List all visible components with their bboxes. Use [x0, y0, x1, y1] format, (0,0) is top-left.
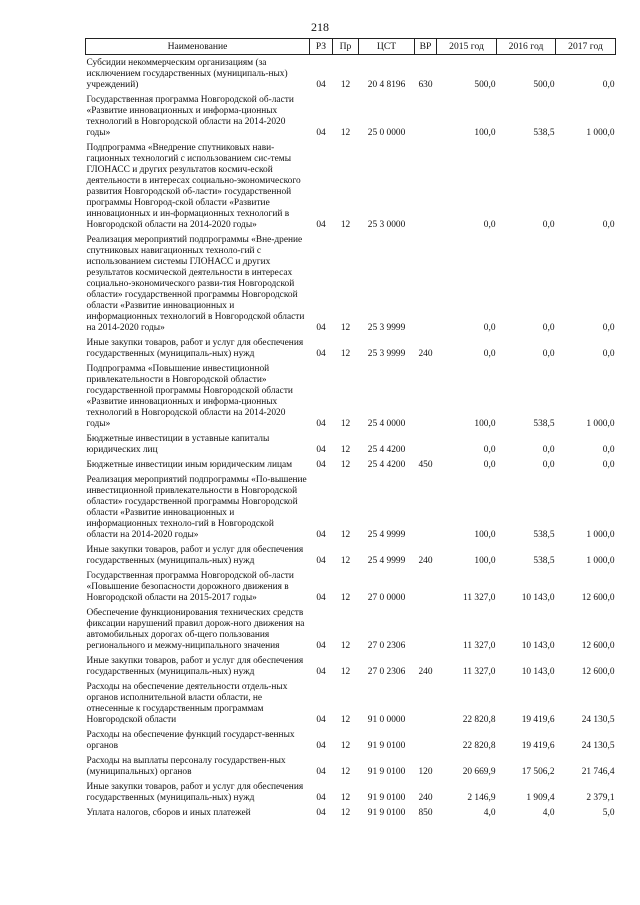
row-rz: 04	[316, 767, 326, 777]
row-pr: 12	[340, 220, 351, 230]
row-rz: 04	[316, 323, 326, 333]
row-pr: 12	[340, 593, 351, 603]
row-value-2016: 10 143,0	[521, 641, 555, 651]
row-name: Бюджетные инвестиции иным юридическим лицам	[86, 460, 293, 470]
row-vr	[415, 92, 437, 140]
row-vr	[415, 727, 437, 753]
table-row	[86, 653, 616, 679]
row-value-2017: 0,0	[602, 80, 615, 90]
row-value-2015: 100,0	[474, 419, 496, 429]
row-cst: 25 4 0000	[367, 419, 406, 429]
table-row	[86, 679, 616, 727]
row-value-2015: 0,0	[483, 445, 496, 455]
row-cst: 91 0 0000	[367, 715, 406, 725]
row-cst: 25 4 9999	[367, 530, 406, 540]
row-vr	[415, 431, 437, 457]
row-rz: 04	[316, 80, 326, 90]
row-rz: 04	[316, 793, 326, 803]
row-value-2015: 11 327,0	[463, 593, 496, 603]
row-value-2016: 500,0	[533, 80, 555, 90]
table-row	[86, 335, 616, 361]
row-value-2015: 11 327,0	[463, 667, 496, 677]
table-row	[86, 140, 616, 232]
row-value-2015: 500,0	[474, 80, 496, 90]
budget-table	[85, 38, 616, 820]
row-cst: 91 9 0100	[367, 767, 406, 777]
row-pr: 12	[340, 80, 351, 90]
row-value-2017: 1 000,0	[586, 419, 615, 429]
row-vr: 120	[418, 767, 433, 777]
row-vr	[415, 568, 437, 605]
row-cst: 25 4 9999	[367, 556, 406, 566]
row-value-2016: 538,5	[533, 530, 555, 540]
row-value-2016: 538,5	[533, 419, 555, 429]
row-value-2015: 100,0	[474, 128, 496, 138]
table-body	[86, 55, 616, 821]
header-rz: РЗ	[310, 39, 333, 55]
row-value-2016: 1 909,4	[526, 793, 555, 803]
row-value-2016: 4,0	[542, 808, 555, 818]
row-cst: 25 4 4200	[367, 460, 406, 470]
row-name: Реализация мероприятий подпрограммы «Вне-дрение спутниковых навигационных техноло-гий с использованием системы ГЛОНАСС и других результатов космической деятельности в интересах социально-экономического разви-тия Новгородской области» государственной программы Новгородской области «Развитие инновационных и информационных технологий в Новгородской области на 2014-2020 годы»	[86, 235, 305, 333]
row-rz: 04	[316, 556, 326, 566]
row-cst: 27 0 0000	[367, 593, 406, 603]
row-value-2015: 11 327,0	[463, 641, 496, 651]
row-name: Расходы на обеспечение функций государст-венных органов	[86, 730, 295, 751]
table-row	[86, 727, 616, 753]
row-vr: 450	[418, 460, 433, 470]
row-value-2016: 0,0	[542, 460, 555, 470]
row-rz: 04	[316, 715, 326, 725]
table-header-row	[86, 39, 616, 55]
table-row	[86, 232, 616, 335]
row-pr: 12	[340, 715, 351, 725]
row-rz: 04	[316, 349, 326, 359]
row-pr: 12	[340, 445, 351, 455]
row-pr: 12	[340, 349, 351, 359]
row-rz: 04	[316, 530, 326, 540]
row-pr: 12	[340, 767, 351, 777]
row-pr: 12	[340, 323, 351, 333]
row-name: Уплата налогов, сборов и иных платежей	[86, 808, 251, 818]
row-pr: 12	[340, 741, 351, 751]
row-vr	[415, 472, 437, 542]
row-value-2015: 4,0	[483, 808, 496, 818]
row-value-2017: 5,0	[602, 808, 615, 818]
row-rz: 04	[316, 667, 326, 677]
table-row	[86, 55, 616, 93]
row-value-2017: 12 600,0	[581, 593, 615, 603]
row-name: Иные закупки товаров, работ и услуг для обеспечения государственных (муниципаль-ных) нужд	[86, 545, 304, 566]
row-name: Подпрограмма «Внедрение спутниковых нави-гационных технологий с использованием сис-темы ГЛОНАСС и других результатов космич-еской деятельности в интересах социально-экономического развития Новгородской об-ласти» государственной программы Новгород-ской области «Развитие инновационных и ин-формационных технологий в Новгородской области на 2014-2020 годы»	[86, 143, 301, 230]
table-row	[86, 457, 616, 472]
row-value-2016: 538,5	[533, 128, 555, 138]
row-value-2015: 100,0	[474, 530, 496, 540]
row-rz: 04	[316, 460, 326, 470]
row-value-2017: 24 130,5	[581, 741, 615, 751]
row-value-2015: 2 146,9	[467, 793, 496, 803]
row-vr	[415, 232, 437, 335]
row-pr: 12	[340, 793, 351, 803]
row-value-2017: 21 746,4	[581, 767, 615, 777]
row-name: Субсидии некоммерческим организациям (за исключением государственных (муниципаль-ных) учреждений)	[86, 58, 288, 90]
row-value-2015: 20 669,9	[462, 767, 496, 777]
row-value-2017: 1 000,0	[586, 530, 615, 540]
table-row	[86, 779, 616, 805]
row-pr: 12	[340, 460, 351, 470]
row-value-2017: 12 600,0	[581, 641, 615, 651]
row-rz: 04	[316, 419, 326, 429]
row-value-2015: 22 820,8	[462, 715, 496, 725]
row-value-2015: 0,0	[483, 220, 496, 230]
row-vr	[415, 140, 437, 232]
row-name: Бюджетные инвестиции в уставные капиталы юридических лиц	[86, 434, 270, 455]
row-vr: 240	[418, 667, 433, 677]
header-name: Наименование	[86, 39, 310, 55]
row-pr: 12	[340, 667, 351, 677]
table-row	[86, 361, 616, 431]
row-value-2016: 10 143,0	[521, 593, 555, 603]
row-pr: 12	[340, 419, 351, 429]
table-row	[86, 431, 616, 457]
row-cst: 20 4 8196	[367, 80, 406, 90]
table-row	[86, 92, 616, 140]
row-pr: 12	[340, 556, 351, 566]
row-value-2016: 19 419,6	[521, 715, 555, 725]
row-value-2017: 0,0	[602, 460, 615, 470]
row-name: Государственная программа Новгородской об-ласти «Повышение безопасности дорожного движения в Новгородской области на 2015-2017 годы»	[86, 571, 294, 603]
row-value-2017: 0,0	[602, 323, 615, 333]
header-2017: 2017 год	[556, 39, 616, 55]
row-cst: 25 3 9999	[367, 323, 406, 333]
table-row	[86, 805, 616, 820]
row-cst: 27 0 2306	[367, 667, 406, 677]
row-value-2017: 1 000,0	[586, 128, 615, 138]
row-cst: 25 4 4200	[367, 445, 406, 455]
header-2015: 2015 год	[437, 39, 497, 55]
page-number: 218	[311, 20, 329, 34]
row-value-2016: 0,0	[542, 323, 555, 333]
header-vr: ВР	[415, 39, 437, 55]
row-pr: 12	[340, 808, 351, 818]
row-vr	[415, 361, 437, 431]
row-value-2016: 0,0	[542, 349, 555, 359]
row-name: Обеспечение функционирования технических средств фиксации нарушений правил дорож-ного движения на автомобильных дорогах об-щего пользования регионального и межму-ниципального значения	[86, 608, 305, 651]
row-cst: 91 9 0100	[367, 808, 406, 818]
table-row	[86, 753, 616, 779]
row-name: Иные закупки товаров, работ и услуг для обеспечения государственных (муниципаль-ных) нужд	[86, 782, 304, 803]
row-value-2017: 0,0	[602, 220, 615, 230]
table-row	[86, 605, 616, 653]
row-value-2015: 0,0	[483, 349, 496, 359]
row-rz: 04	[316, 128, 326, 138]
row-value-2016: 0,0	[542, 220, 555, 230]
table-row	[86, 568, 616, 605]
row-name: Расходы на обеспечение деятельности отдель-ных органов исполнительной власти области, не отнесенные к государственным программам Новгородской области	[86, 682, 288, 725]
row-value-2016: 17 506,2	[521, 767, 555, 777]
row-cst: 25 0 0000	[367, 128, 406, 138]
row-rz: 04	[316, 741, 326, 751]
row-cst: 91 9 0100	[367, 741, 406, 751]
row-value-2017: 0,0	[602, 349, 615, 359]
row-value-2016: 19 419,6	[521, 741, 555, 751]
row-name: Расходы на выплаты персоналу государствен-ных (муниципальных) органов	[86, 756, 286, 777]
row-value-2017: 12 600,0	[581, 667, 615, 677]
row-rz: 04	[316, 808, 326, 818]
header-pr: Пр	[333, 39, 359, 55]
row-name: Государственная программа Новгородской об-ласти «Развитие инновационных и информа-ционных технологий в Новгородской области на 2014-2020 годы»	[86, 95, 294, 138]
row-cst: 27 0 2306	[367, 641, 406, 651]
row-cst: 25 3 9999	[367, 349, 406, 359]
row-value-2017: 1 000,0	[586, 556, 615, 566]
row-cst: 91 9 0100	[367, 793, 406, 803]
row-value-2016: 538,5	[533, 556, 555, 566]
table-row	[86, 472, 616, 542]
row-vr: 240	[418, 556, 433, 566]
row-value-2016: 10 143,0	[521, 667, 555, 677]
row-value-2015: 0,0	[483, 460, 496, 470]
row-vr: 240	[418, 793, 433, 803]
table-row	[86, 542, 616, 568]
row-name: Реализация мероприятий подпрограммы «По-вышение инвестиционной привлекательности в Новгородской области» государственной программы Новгородской области «Развитие инновационных и информационных техноло-гий в Новгородской области на 2014-2020 годы»	[86, 475, 307, 540]
row-vr	[415, 605, 437, 653]
row-pr: 12	[340, 128, 351, 138]
row-rz: 04	[316, 593, 326, 603]
row-rz: 04	[316, 641, 326, 651]
header-2016: 2016 год	[497, 39, 556, 55]
row-vr: 850	[418, 808, 433, 818]
row-value-2015: 100,0	[474, 556, 496, 566]
row-vr: 630	[418, 80, 433, 90]
row-vr: 240	[418, 349, 433, 359]
row-value-2015: 0,0	[483, 323, 496, 333]
row-value-2017: 0,0	[602, 445, 615, 455]
row-vr	[415, 679, 437, 727]
row-rz: 04	[316, 220, 326, 230]
row-pr: 12	[340, 641, 351, 651]
row-name: Иные закупки товаров, работ и услуг для обеспечения государственных (муниципаль-ных) нужд	[86, 338, 304, 359]
header-cst: ЦСТ	[359, 39, 415, 55]
row-value-2017: 2 379,1	[586, 793, 615, 803]
row-pr: 12	[340, 530, 351, 540]
row-cst: 25 3 0000	[367, 220, 406, 230]
row-value-2015: 22 820,8	[462, 741, 496, 751]
row-name: Подпрограмма «Повышение инвестиционной привлекательности в Новгородской области» государственной программы Новгородской области «Развитие инновационных и информа-ционных технологий в Новгородской области на 2014-2020 годы»	[86, 364, 293, 429]
row-value-2017: 24 130,5	[581, 715, 615, 725]
row-rz: 04	[316, 445, 326, 455]
row-value-2016: 0,0	[542, 445, 555, 455]
row-name: Иные закупки товаров, работ и услуг для обеспечения государственных (муниципаль-ных) нужд	[86, 656, 304, 677]
